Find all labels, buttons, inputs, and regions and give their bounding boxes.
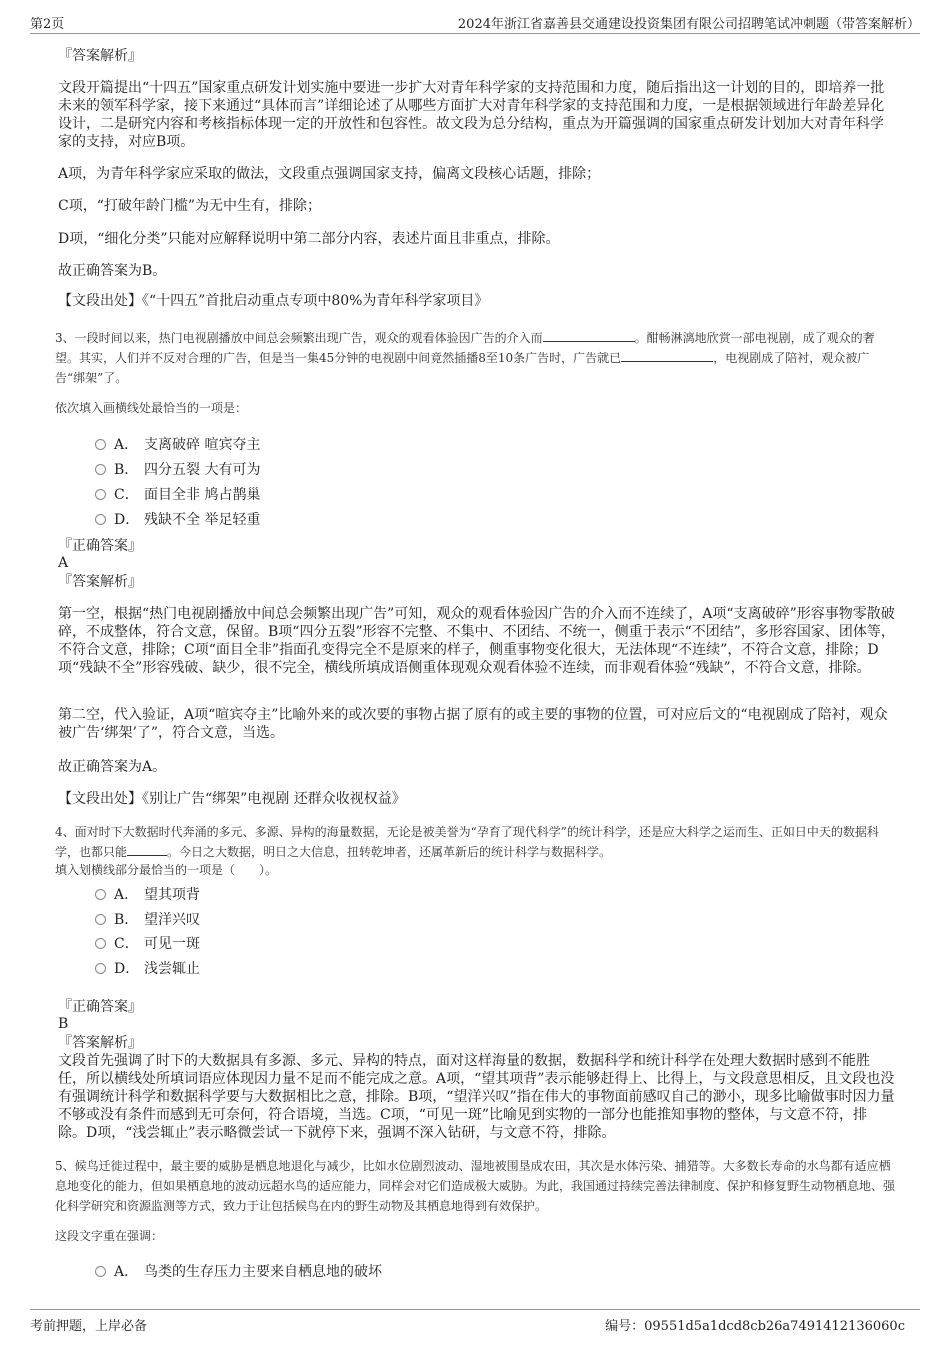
correct-answer: B xyxy=(58,1016,69,1032)
radio-icon[interactable] xyxy=(95,514,106,525)
answer-conclusion: 故正确答案为B。 xyxy=(58,263,167,279)
radio-icon[interactable] xyxy=(95,439,106,450)
document-title: 2024年浙江省嘉善县交通建设投资集团有限公司招聘笔试冲刺题（带答案解析） xyxy=(457,17,920,32)
analysis-paragraph: A项，为青年科学家应采取的做法，文段重点强调国家支持，偏离文段核心话题，排除； xyxy=(58,166,601,182)
question-stem xyxy=(55,822,895,862)
option-b[interactable]: B． 四分五裂 大有可为 xyxy=(95,459,260,479)
stem-text: 。酣畅淋漓地欣赏一部电视剧，成了观众的奢望。其实，人们并不反对合理的广告，但是当一集45分钟的电视剧中间竟然插播8至10条广告时，广告就已 xyxy=(55,331,875,365)
radio-icon[interactable] xyxy=(95,489,106,500)
fill-blank xyxy=(543,331,635,342)
question-prompt: 这段文字重在强调： xyxy=(55,1229,164,1243)
document-code: 编号：09551d5a1dcd8cb26a7491412136060c xyxy=(605,1319,905,1334)
option-a[interactable]: A． 望其项背 xyxy=(95,884,200,904)
correct-answer: A xyxy=(58,555,69,571)
fill-blank xyxy=(127,845,167,856)
radio-icon[interactable] xyxy=(95,938,106,949)
question-prompt: 填入划横线部分最恰当的一项是（ ）。 xyxy=(55,863,278,877)
question-stem xyxy=(55,328,895,388)
option-a[interactable]: A． 支离破碎 喧宾夺主 xyxy=(95,434,260,454)
question-stem: 5、候鸟迁徙过程中，最主要的威胁是栖息地退化与减少，比如水位剧烈波动、湿地被围垦成农田，其次是水体污染、捕猎等。大多数长寿命的水鸟都有适应栖息地变化的能力，但如果栖息地的波动远超水鸟的适应能力，同样会对它们造成极大威胁。为此，我国通过持续完善法律制度、保护和修复野生动物栖息地、强化科学研究和资源监测等方式，致力于让包括候鸟在内的野生动物及其栖息地得到有效保护。 xyxy=(55,1159,896,1213)
analysis-paragraph: 文段首先强调了时下的大数据具有多源、多元、异构的特点，面对这样海量的数据，数据科学和统计科学在处理大数据时感到不能胜任，所以横线处所填词语应体现因力量不足而不能完成之意。A项，“望其项背”表示能够赶得上、比得上，与文段意思相反，且文段也没有强调统计科学和数据科学要与大数据相比之意，排除。B项，“望洋兴叹”指在伟大的事物面前感叹自己的渺小，现多比喻做事时因力量不够或没有条件而感到无可奈何，符合语境，当选。C项，“可见一斑”比喻见到实物的一部分也能推知事物的整体，与文意不符，排除。D项，“浅尝辄止”表示略微尝试一下就停下来，强调不深入钻研，与文意不符，排除。 xyxy=(58,1053,895,1141)
radio-icon[interactable] xyxy=(95,963,106,974)
page-footer xyxy=(0,1305,950,1345)
source-citation: 【文段出处】《别让广告“绑架”电视剧 还群众收视权益》 xyxy=(58,791,406,807)
option-c[interactable]: C． 面目全非 鸠占鹊巢 xyxy=(95,484,260,504)
header-divider xyxy=(30,33,920,34)
option-b[interactable]: B． 望洋兴叹 xyxy=(95,909,200,929)
correct-answer-label: 『正确答案』 xyxy=(58,538,142,554)
stem-text: 。今日之大数据，明日之大信息，扭转乾坤者，还属革新后的统计科学与数据科学。 xyxy=(167,845,612,859)
radio-icon[interactable] xyxy=(95,889,106,900)
stem-text: 4、面对时下大数据时代奔涌的多元、多源、异构的海量数据，无论是被美誉为“孕育了现代科学”的统计科学，还是应大科学之运而生、正如日中天的数据科学，也都只能 xyxy=(55,825,879,859)
page-header xyxy=(0,0,950,34)
stem-text: ，电视剧成了陪衬，观众被广告“绑架”了。 xyxy=(55,351,870,385)
analysis-paragraph: 第二空，代入验证，A项“喧宾夺主”比喻外来的或次要的事物占据了原有的或主要的事物的位置，可对应后文的“电视剧成了陪衬，观众被广告‘绑架’了”，符合文意，当选。 xyxy=(58,707,888,741)
analysis-paragraph: 文段开篇提出“十四五”国家重点研发计划实施中要进一步扩大对青年科学家的支持范围和力度，随后指出这一计划的目的，即培养一批未来的领军科学家，接下来通过“具体而言”详细论述了从哪些方面扩大对青年科学家的支持范围和力度，一是根据领域进行年龄差异化设计，二是研究内容和考核指标体现一定的开放性和包容性。故文段为总分结构，重点为开篇强调的国家重点研发计划加大对青年科学家的支持，对应B项。 xyxy=(58,80,885,150)
option-d[interactable]: D． 残缺不全 举足轻重 xyxy=(95,509,260,529)
stem-text: 3、一段时间以来，热门电视剧播放中间总会频繁出现广告，观众的观看体验因广告的介入而 xyxy=(55,331,543,345)
answer-conclusion: 故正确答案为A。 xyxy=(58,759,167,775)
source-citation: 【文段出处】《“十四五”首批启动重点专项中80%为青年科学家项目》 xyxy=(58,293,489,309)
analysis-label: 『答案解析』 xyxy=(58,1035,142,1051)
analysis-label: 『答案解析』 xyxy=(58,48,142,64)
question-prompt: 依次填入画横线处最恰当的一项是： xyxy=(55,401,248,415)
radio-icon[interactable] xyxy=(95,1266,106,1277)
analysis-paragraph: 第一空，根据“热门电视剧播放中间总会频繁出现广告”可知，观众的观看体验因广告的介入而不连续了，A项“支离破碎”形容事物零散破碎，不成整体，符合文意，保留。B项“四分五裂”形容不完整、不集中、不团结、不统一，侧重于表示“不团结”，多形容国家、团体等，不符合文意，排除；C项“面目全非”指面孔变得完全不是原来的样子，侧重事物变化很大，无法体现“不连续”，不符合文意，排除；D项“残缺不全”形容残破、缺少，很不完全，横线所填成语侧重体现观众观看体验不连续，而非观看体验“残缺”，不符合文意，排除。 xyxy=(58,606,895,676)
option-c[interactable]: C． 可见一斑 xyxy=(95,933,200,953)
radio-icon[interactable] xyxy=(95,914,106,925)
footer-divider xyxy=(30,1309,920,1310)
option-d[interactable]: D． 浅尝辄止 xyxy=(95,958,200,978)
fill-blank xyxy=(621,351,713,362)
radio-icon[interactable] xyxy=(95,464,106,475)
page-number: 第2页 xyxy=(30,17,65,32)
analysis-paragraph: D项，“细化分类”只能对应解释说明中第二部分内容，表述片面且非重点，排除。 xyxy=(58,231,560,247)
correct-answer-label: 『正确答案』 xyxy=(58,999,142,1015)
analysis-paragraph: C项，“打破年龄门槛”为无中生有，排除； xyxy=(58,198,322,214)
option-a[interactable]: A． 鸟类的生存压力主要来自栖息地的破坏 xyxy=(95,1261,382,1281)
footer-slogan: 考前押题，上岸必备 xyxy=(30,1319,148,1334)
analysis-label: 『答案解析』 xyxy=(58,574,142,590)
